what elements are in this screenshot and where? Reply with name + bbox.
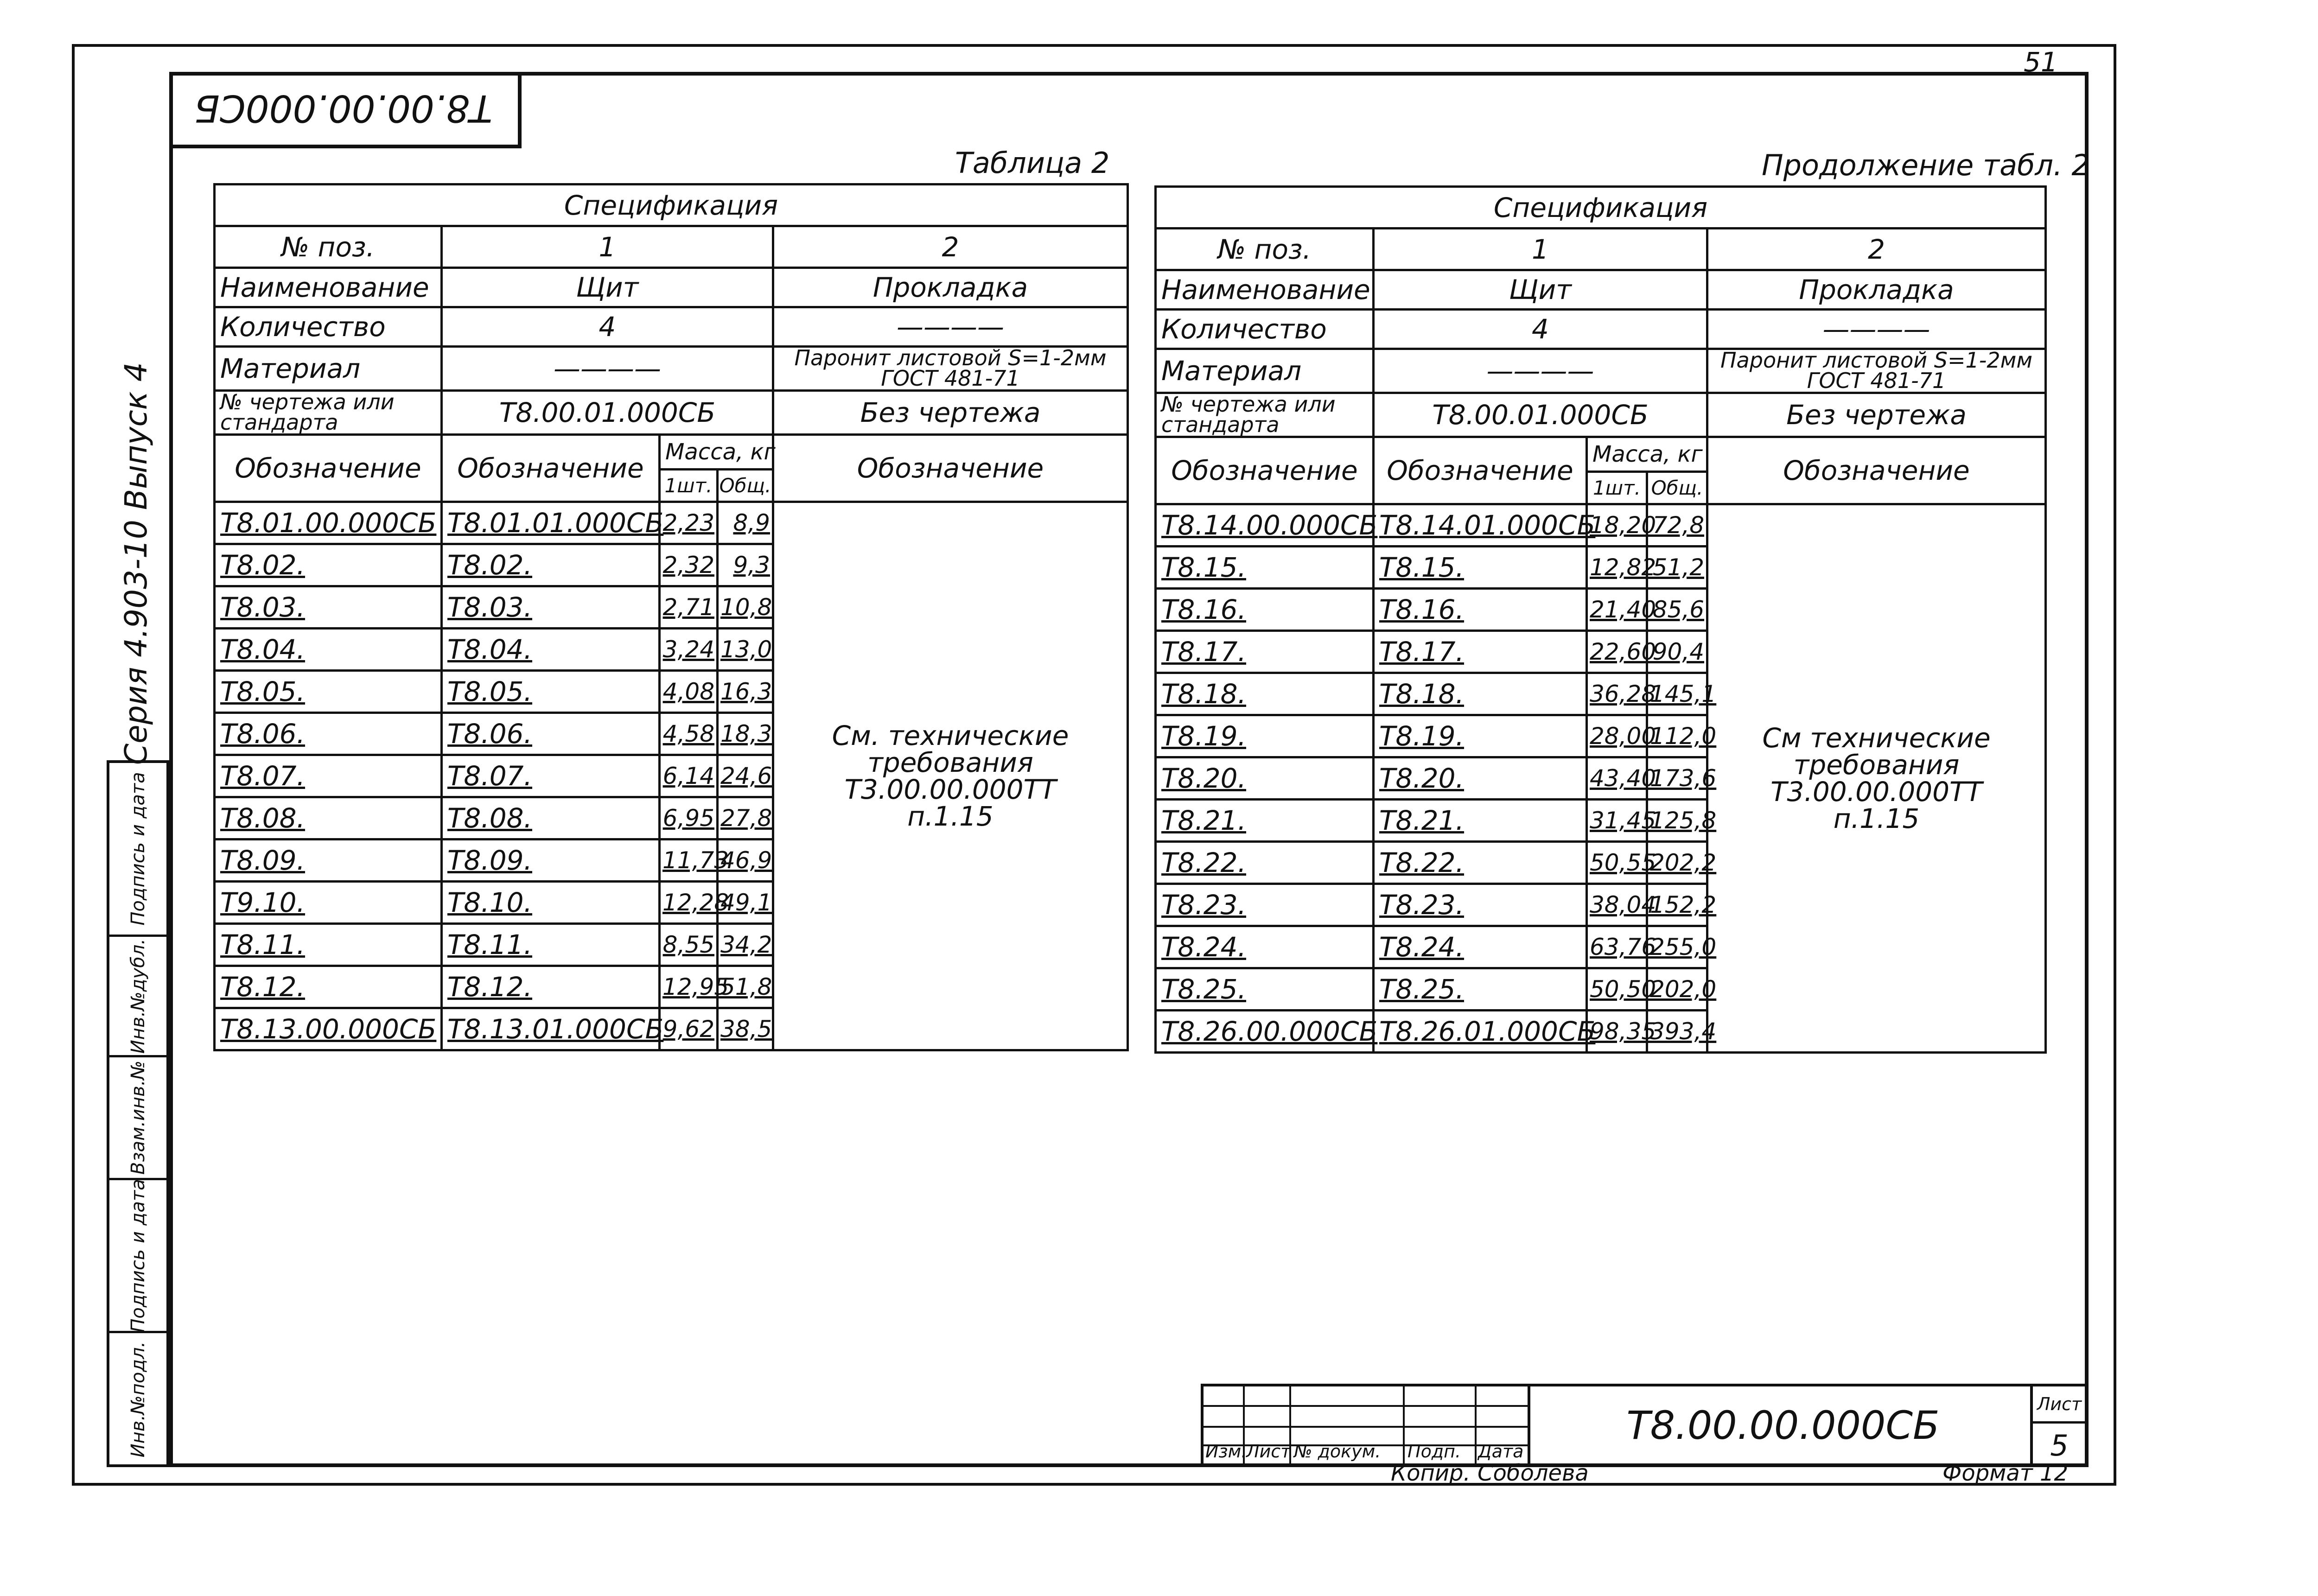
technical-note — [773, 502, 1128, 1050]
cell: Без чертежа — [1707, 393, 2046, 437]
cell: Паронит листовой S=1-2мм ГОСТ 481-71 — [773, 347, 1128, 391]
designation2-cell: Т8.10. — [442, 882, 660, 924]
cell: Щит — [442, 268, 773, 307]
designation2-cell: Т8.13.01.000СБ — [442, 1008, 660, 1050]
mass-unit-cell: 18,20 — [1587, 504, 1647, 547]
designation2-cell: Т8.19. — [1374, 715, 1587, 757]
mass-unit-cell: 43,40 — [1587, 757, 1647, 800]
sign-label: Подп. — [1407, 1441, 1461, 1462]
rotated-drawing-code: Т8.00.00.000СБ — [169, 72, 522, 148]
mass-unit-cell: 4,58 — [660, 713, 718, 755]
sheet-col-label: Лист — [1246, 1441, 1291, 1462]
designation2-cell: Т8.07. — [442, 755, 660, 797]
stamp-cell: Инв.№подл. — [109, 1331, 166, 1465]
cell: Прокладка — [773, 268, 1128, 307]
mass-unit-cell: 11,73 — [660, 839, 718, 882]
designation2-cell: Т8.23. — [1374, 884, 1587, 926]
row-label: Наименование — [215, 268, 442, 307]
column-header: Обозначение — [773, 435, 1128, 502]
mass-unit-cell: 12,95 — [660, 966, 718, 1008]
mass-total-cell: 145,1 — [1647, 673, 1707, 715]
stamp-cell: Инв.№дубл. — [109, 935, 166, 1055]
mass-total-cell: 10,8 — [718, 586, 773, 629]
note-line: требования — [867, 747, 1033, 778]
designation2-cell: Т8.05. — [442, 671, 660, 713]
mass-total-cell: 72,8 — [1647, 504, 1707, 547]
cell: Т8.00.01.000СБ — [1374, 393, 1707, 437]
designation-cell: Т8.08. — [215, 797, 442, 839]
mass-total-cell: 255,0 — [1647, 926, 1707, 968]
mass-unit-cell: 98,35 — [1587, 1011, 1647, 1053]
title-block-code: Т8.00.00.000СБ — [1626, 1403, 1940, 1448]
column-header: 1шт. — [1587, 472, 1647, 504]
mass-total-cell: 27,8 — [718, 797, 773, 839]
mass-unit-cell: 2,32 — [660, 544, 718, 586]
mass-unit-cell: 3,24 — [660, 629, 718, 671]
designation-cell: Т8.21. — [1156, 800, 1374, 842]
sheet-box — [2030, 1386, 2086, 1464]
designation2-cell: Т8.12. — [442, 966, 660, 1008]
mass-total-cell: 18,3 — [718, 713, 773, 755]
designation2-cell: Т8.14.01.000СБ — [1374, 504, 1587, 547]
mass-total-cell: 51,2 — [1647, 547, 1707, 589]
table-row — [215, 502, 1128, 544]
sheet-number: 51 — [2024, 46, 2058, 78]
designation-cell: Т8.24. — [1156, 926, 1374, 968]
table-title: Спецификация — [1156, 187, 2046, 229]
mass-unit-cell: 12,28 — [660, 882, 718, 924]
designation-cell: Т9.10. — [215, 882, 442, 924]
cell: Прокладка — [1707, 270, 2046, 310]
mass-unit-cell: 2,71 — [660, 586, 718, 629]
designation-cell: Т8.14.00.000СБ — [1156, 504, 1374, 547]
designation-cell: Т8.23. — [1156, 884, 1374, 926]
row-label: Наименование — [1156, 270, 1374, 310]
mass-unit-cell: 12,82 — [1587, 547, 1647, 589]
column-header: Обозначение — [1374, 437, 1587, 504]
mass-total-cell: 38,5 — [718, 1008, 773, 1050]
designation2-cell: Т8.15. — [1374, 547, 1587, 589]
cell: Щит — [1374, 270, 1707, 310]
mass-total-cell: 152,2 — [1647, 884, 1707, 926]
mass-total-cell: 13,0 — [718, 629, 773, 671]
rev-label: Изм. — [1205, 1441, 1247, 1462]
column-header: 1шт. — [660, 470, 718, 502]
table-title: Спецификация — [215, 184, 1128, 226]
mass-unit-cell: 31,45 — [1587, 800, 1647, 842]
column-header: Обозначение — [442, 435, 660, 502]
mass-unit-cell: 6,95 — [660, 797, 718, 839]
note-line: п.1.15 — [907, 801, 993, 832]
designation-cell: Т8.12. — [215, 966, 442, 1008]
mass-unit-cell: 63,76 — [1587, 926, 1647, 968]
mass-unit-cell: 28,00 — [1587, 715, 1647, 757]
designation-cell: Т8.22. — [1156, 842, 1374, 884]
designation2-cell: Т8.04. — [442, 629, 660, 671]
note-line: См технические — [1762, 722, 1991, 754]
designation-cell: Т8.01.00.000СБ — [215, 502, 442, 544]
cell: 4 — [442, 307, 773, 347]
row-label: Материал — [215, 347, 442, 391]
mass-total-cell: 16,3 — [718, 671, 773, 713]
right-table-caption: Продолжение табл. 2 — [1762, 148, 2090, 182]
designation-cell: Т8.09. — [215, 839, 442, 882]
designation2-cell: Т8.02. — [442, 544, 660, 586]
series-label: Серия 4.903-10 Выпуск 4 — [118, 362, 154, 765]
sheet-box-value: 5 — [2050, 1429, 2069, 1462]
copied-by: Копир. Соболева — [1391, 1460, 1589, 1486]
stamp-cell: Взам.инв.№ — [109, 1055, 166, 1178]
designation2-cell: Т8.17. — [1374, 631, 1587, 673]
column-header: Общ. — [718, 470, 773, 502]
designation2-cell: Т8.03. — [442, 586, 660, 629]
column-header: Обозначение — [1707, 437, 2046, 504]
mass-total-cell: 393,4 — [1647, 1011, 1707, 1053]
cell: ———— — [442, 347, 773, 391]
column-header: Общ. — [1647, 472, 1707, 504]
row-label: Количество — [1156, 310, 1374, 349]
mass-total-cell: 85,6 — [1647, 589, 1707, 631]
mass-unit-cell: 36,28 — [1587, 673, 1647, 715]
designation-cell: Т8.07. — [215, 755, 442, 797]
cell: Паронит листовой S=1-2мм ГОСТ 481-71 — [1707, 349, 2046, 393]
designation2-cell: Т8.11. — [442, 924, 660, 966]
column-header: Масса, кг — [660, 435, 773, 470]
mass-unit-cell: 9,62 — [660, 1008, 718, 1050]
mass-unit-cell: 50,50 — [1587, 968, 1647, 1011]
mass-total-cell: 112,0 — [1647, 715, 1707, 757]
designation2-cell: Т8.26.01.000СБ — [1374, 1011, 1587, 1053]
designation2-cell: Т8.01.01.000СБ — [442, 502, 660, 544]
designation-cell: Т8.13.00.000СБ — [215, 1008, 442, 1050]
mass-unit-cell: 8,55 — [660, 924, 718, 966]
cell: ———— — [1374, 349, 1707, 393]
cell: 1 — [1374, 229, 1707, 270]
mass-unit-cell: 38,04 — [1587, 884, 1647, 926]
mass-unit-cell: 6,14 — [660, 755, 718, 797]
designation-cell: Т8.05. — [215, 671, 442, 713]
mass-total-cell: 90,4 — [1647, 631, 1707, 673]
row-label: № поз. — [1156, 229, 1374, 270]
stamp-cell: Подпись и дата — [127, 772, 149, 926]
cell: 4 — [1374, 310, 1707, 349]
paper-format: Формат 12 — [1942, 1460, 2069, 1486]
cell: 1 — [442, 226, 773, 268]
cell: 2 — [773, 226, 1128, 268]
row-label: № чертежа или стандарта — [1156, 393, 1374, 437]
right-spec-table — [1154, 185, 2047, 1054]
designation-cell: Т8.17. — [1156, 631, 1374, 673]
designation2-cell: Т8.08. — [442, 797, 660, 839]
revision-grid — [1204, 1386, 1530, 1464]
row-label: Материал — [1156, 349, 1374, 393]
designation-cell: Т8.11. — [215, 924, 442, 966]
designation2-cell: Т8.06. — [442, 713, 660, 755]
mass-total-cell: 202,2 — [1647, 842, 1707, 884]
cell: Без чертежа — [773, 391, 1128, 435]
column-header: Обозначение — [215, 435, 442, 502]
designation2-cell: Т8.09. — [442, 839, 660, 882]
mass-total-cell: 8,9 — [718, 502, 773, 544]
cell: ———— — [1707, 310, 2046, 349]
stamp-cell: Подпись и дата — [109, 1178, 166, 1331]
title-block — [1201, 1384, 2089, 1467]
mass-total-cell: 173,6 — [1647, 757, 1707, 800]
mass-total-cell: 9,3 — [718, 544, 773, 586]
mass-total-cell: 34,2 — [718, 924, 773, 966]
mass-total-cell: 46,9 — [718, 839, 773, 882]
designation-cell: Т8.02. — [215, 544, 442, 586]
designation2-cell: Т8.16. — [1374, 589, 1587, 631]
designation-cell: Т8.20. — [1156, 757, 1374, 800]
row-label: № чертежа или стандарта — [215, 391, 442, 435]
mass-unit-cell: 50,55 — [1587, 842, 1647, 884]
designation2-cell: Т8.18. — [1374, 673, 1587, 715]
note-line: Т3.00.00.000ТТ — [1770, 776, 1982, 808]
designation-cell: Т8.25. — [1156, 968, 1374, 1011]
designation2-cell: Т8.25. — [1374, 968, 1587, 1011]
left-spec-table — [213, 183, 1129, 1051]
designation-cell: Т8.03. — [215, 586, 442, 629]
designation-cell: Т8.06. — [215, 713, 442, 755]
mass-total-cell: 125,8 — [1647, 800, 1707, 842]
technical-note — [1707, 504, 2046, 1053]
mass-total-cell: 202,0 — [1647, 968, 1707, 1011]
designation-cell: Т8.19. — [1156, 715, 1374, 757]
designation2-cell: Т8.24. — [1374, 926, 1587, 968]
date-label: Дата — [1478, 1441, 1524, 1462]
column-header: Масса, кг — [1587, 437, 1707, 472]
mass-total-cell: 24,6 — [718, 755, 773, 797]
note-line: Т3.00.00.000ТТ — [844, 774, 1057, 805]
column-header: Обозначение — [1156, 437, 1374, 504]
row-label: № поз. — [215, 226, 442, 268]
left-table-caption: Таблица 2 — [955, 146, 1110, 180]
mass-unit-cell: 2,23 — [660, 502, 718, 544]
mass-unit-cell: 21,40 — [1587, 589, 1647, 631]
table-row — [1156, 504, 2046, 547]
designation2-cell: Т8.21. — [1374, 800, 1587, 842]
mass-total-cell: 51,8 — [718, 966, 773, 1008]
designation-cell: Т8.26.00.000СБ — [1156, 1011, 1374, 1053]
cell: 2 — [1707, 229, 2046, 270]
designation-cell: Т8.16. — [1156, 589, 1374, 631]
mass-unit-cell: 4,08 — [660, 671, 718, 713]
cell: Т8.00.01.000СБ — [442, 391, 773, 435]
row-label: Количество — [215, 307, 442, 347]
note-line: требования — [1793, 749, 1960, 781]
designation2-cell: Т8.20. — [1374, 757, 1587, 800]
designation-cell: Т8.04. — [215, 629, 442, 671]
designation-cell: Т8.18. — [1156, 673, 1374, 715]
designation-cell: Т8.15. — [1156, 547, 1374, 589]
sheet-box-label: Лист — [2033, 1386, 2086, 1424]
cell: ———— — [773, 307, 1128, 347]
note-line: См. технические — [832, 720, 1069, 751]
mass-total-cell: 49,1 — [718, 882, 773, 924]
designation2-cell: Т8.22. — [1374, 842, 1587, 884]
note-line: п.1.15 — [1833, 803, 1920, 834]
mass-unit-cell: 22,60 — [1587, 631, 1647, 673]
stamp-column — [107, 760, 169, 1467]
doc-label: № докум. — [1294, 1441, 1381, 1462]
